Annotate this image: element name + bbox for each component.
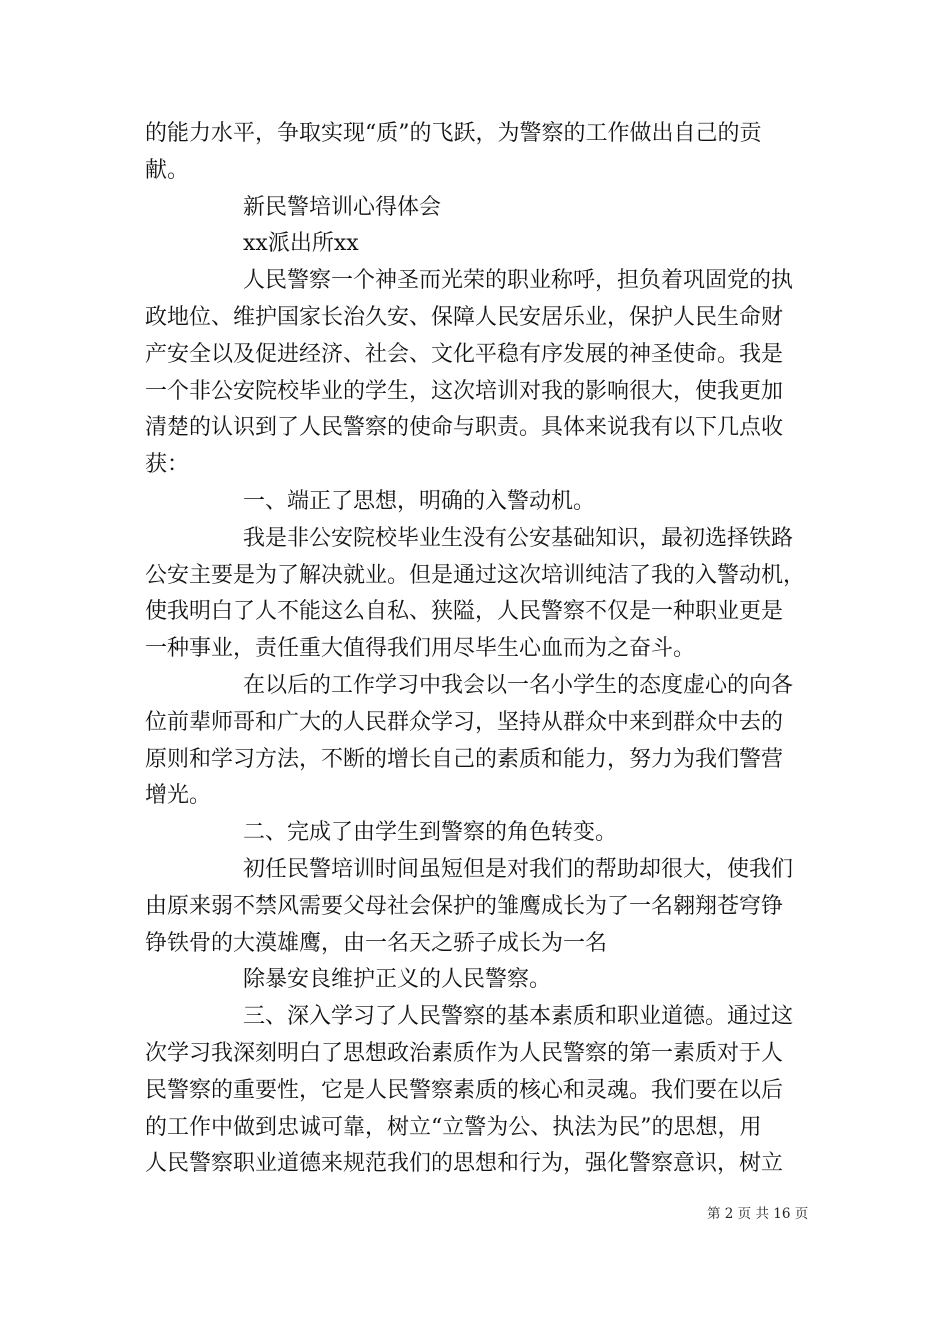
text-line: 的能力水平，争取实现“质”的飞跃，为警察的工作做出自己的贡	[145, 121, 762, 146]
text-line: 献。	[145, 157, 190, 183]
text-line: 一种事业，责任重大值得我们用尽毕生心血而为之奋斗。	[145, 636, 696, 662]
text-line: 一个非公安院校毕业的学生，这次培训对我的影响很大，使我更加	[145, 378, 784, 404]
text-line: 获：	[145, 452, 190, 478]
text-line: 次学习我深刻明白了思想政治素质作为人民警察的第一素质对于人	[145, 1040, 784, 1066]
text-line: 政地位、维护国家长治久安、保障人民安居乐业，保护人民生命财	[145, 304, 784, 330]
text-line: 初任民警培训时间虽短但是对我们的帮助却很大，使我们	[243, 856, 794, 882]
text-line: 产安全以及促进经济、社会、文化平稳有序发展的神圣使命。我是	[145, 341, 784, 367]
text-line: 铮铁骨的大漠雄鹰，由一名天之骄子成长为一名	[145, 930, 608, 956]
text-line: 公安主要是为了解决就业。但是通过这次培训纯洁了我的入警动机，	[145, 562, 806, 588]
text-line: 人民警察职业道德来规范我们的思想和行为，强化警察意识，树立	[145, 1151, 784, 1177]
text-line: 二、完成了由学生到警察的角色转变。	[243, 820, 618, 846]
text-line: 我是非公安院校毕业生没有公安基础知识，最初选择铁路	[243, 525, 794, 551]
text-line: 由原来弱不禁风需要父母社会保护的雏鹰成长为了一名翱翔苍穹铮	[145, 893, 784, 919]
page-number-footer: 第 2 页 共 16 页	[707, 1206, 809, 1222]
text-line: 原则和学习方法，不断的增长自己的素质和能力，努力为我们警营	[145, 746, 784, 772]
text-line: 人民警察一个神圣而光荣的职业称呼，担负着巩固党的执	[243, 268, 794, 294]
text-line: 民警察的重要性，它是人民警察素质的核心和灵魂。我们要在以后	[145, 1077, 784, 1103]
text-line: 除暴安良维护正义的人民警察。	[243, 967, 552, 993]
text-line: 一、端正了思想，明确的入警动机。	[243, 488, 596, 514]
text-line: 增光。	[145, 783, 212, 809]
text-line: 清楚的认识到了人民警察的使命与职责。具体来说我有以下几点收	[145, 415, 784, 441]
text-line: xx派出所xx	[243, 231, 359, 257]
text-line: 三、深入学习了人民警察的基本素质和职业道德。通过这	[243, 1004, 794, 1030]
text-line: 使我明白了人不能这么自私、狭隘，人民警察不仅是一种职业更是	[145, 599, 784, 625]
text-line: 位前辈师哥和广大的人民群众学习，坚持从群众中来到群众中去的	[145, 709, 784, 735]
text-line: 新民警培训心得体会	[243, 194, 442, 220]
document-body	[145, 116, 805, 1183]
text-line: 在以后的工作学习中我会以一名小学生的态度虚心的向各	[243, 672, 794, 698]
text-line: 的工作中做到忠诚可靠，树立“立警为公、执法为民”的思想，用	[145, 1114, 762, 1140]
